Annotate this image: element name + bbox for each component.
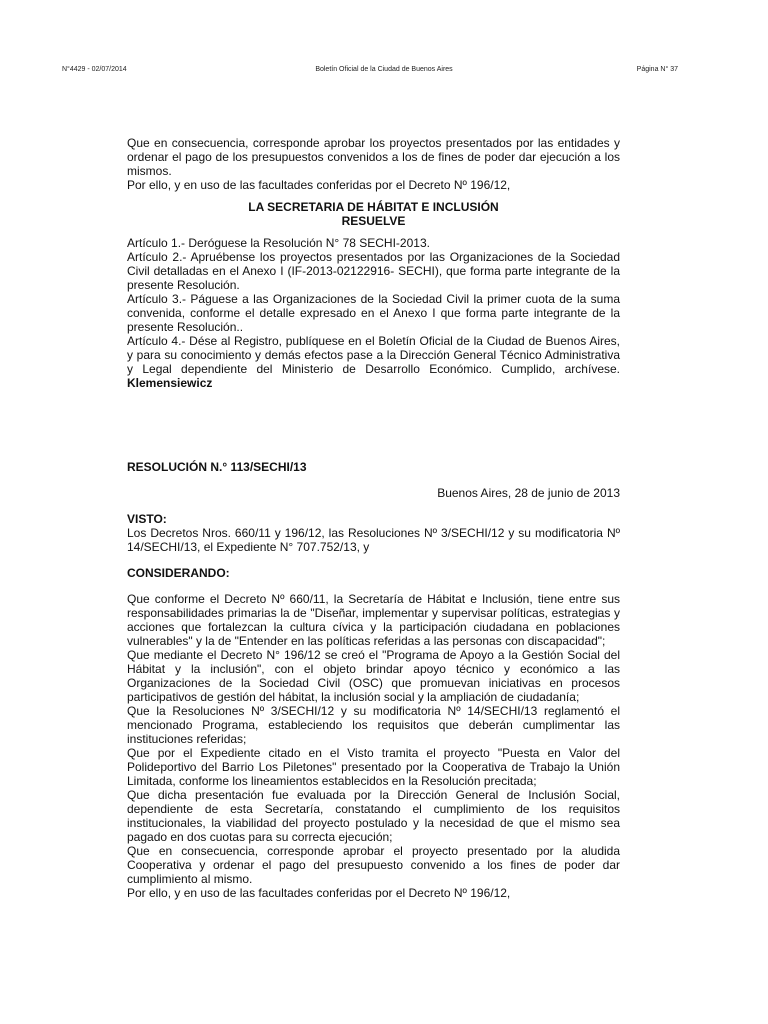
considerando-5: Que dicha presentación fue evaluada por la Dirección General de Inclusión Social, dependiente de esta Secretaría, constatando el cumplimiento de los requisitos institucionales, la viabilidad del proyecto postulado y la necesidad de que el mismo sea pagado en dos cuotas para su correcta ejecución; bbox=[127, 788, 620, 844]
considerando-4: Que por el Expediente citado en el Visto tramita el proyecto "Puesta en Valor del Polideportivo del Barrio Los Piletones" presentado por la Cooperativa de Trabajo la Unión Limitada, conforme los lineamientos establecidos en la Resolución precitada; bbox=[127, 746, 620, 788]
paragraph-por-ello: Por ello, y en uso de las facultades conferidas por el Decreto Nº 196/12, bbox=[127, 178, 511, 192]
considerando-1: Que conforme el Decreto Nº 660/11, la Secretaría de Hábitat e Inclusión, tiene entre sus responsabilidades primarias la de "Diseñar, implementar y supervisar políticas, estrategias y acciones que fortalezcan la cultura cívica y la participación ciudadana en poblaciones vulnerables" y la de "Entender en las políticas referidas a las personas con discapacidad"; bbox=[127, 592, 620, 648]
secretaria-title: LA SECRETARIA DE HÁBITAT E INCLUSIÓN bbox=[248, 200, 499, 214]
visto-heading: VISTO: bbox=[127, 512, 167, 526]
article-2: Artículo 2.- Apruébense los proyectos presentados por las Organizaciones de la Sociedad Civil detalladas en el Anexo I (IF-2013-02122916- SECHI), que forma parte integrante de la presente Resolución. bbox=[127, 250, 620, 292]
paragraph-consequence: Que en consecuencia, corresponde aprobar los proyectos presentados por las entidades y ordenar el pago de los presupuestos convenidos a los de fines de poder dar ejecución a los mismos. bbox=[127, 136, 620, 178]
resolution-title: RESOLUCIÓN N.° 113/SECHI/13 bbox=[127, 460, 307, 474]
considerando-2: Que mediante el Decreto N° 196/12 se creó el "Programa de Apoyo a la Gestión Social del Hábitat y la inclusión", con el objeto brindar apoyo técnico y económico a las Organizaciones de la Sociedad Civil (OSC) que promuevan iniciativas en procesos participativos de gestión del hábitat, la inclusión social y la ampliación de ciudadanía; bbox=[127, 648, 620, 704]
article-3: Artículo 3.- Páguese a las Organizaciones de la Sociedad Civil la primer cuota de la suma convenida, conforme el detalle expresado en el Anexo I que forma parte integrante de la presente Resolución.. bbox=[127, 292, 620, 334]
considerando-heading: CONSIDERANDO: bbox=[127, 566, 230, 580]
article-4-text: Artículo 4.- Dése al Registro, publíquese en el Boletín Oficial de la Ciudad de Buenos Aires, y para su conocimiento y demás efectos pase a la Dirección General Técnico Administrativa y Legal dependiente del Ministerio de Desarrollo Económico. Cumplido, archívese. bbox=[127, 334, 620, 376]
signature: Klemensiewicz bbox=[127, 376, 213, 390]
visto-text: Los Decretos Nros. 660/11 y 196/12, las Resoluciones Nº 3/SECHI/12 y su modificatoria Nº 14/SECHI/13, el Expediente N° 707.752/13, y bbox=[127, 526, 620, 554]
resolution-date: Buenos Aires, 28 de junio de 2013 bbox=[437, 486, 620, 500]
header-page-number: Página N° 37 bbox=[636, 66, 678, 73]
header-issue-date: N°4429 - 02/07/2014 bbox=[62, 66, 127, 73]
article-1: Artículo 1.- Deróguese la Resolución N° 78 SECHI-2013. bbox=[127, 236, 430, 250]
resuelve-title: RESUELVE bbox=[341, 214, 406, 228]
article-4 bbox=[127, 334, 620, 390]
considerando-7: Por ello, y en uso de las facultades conferidas por el Decreto Nº 196/12, bbox=[127, 886, 511, 900]
document-body bbox=[127, 136, 620, 900]
considerando-6: Que en consecuencia, corresponde aprobar el proyecto presentado por la aludida Cooperativa y ordenar el pago del presupuesto convenido a los fines de poder dar cumplimiento al mismo. bbox=[127, 844, 620, 886]
header-publication-title: Boletín Oficial de la Ciudad de Buenos Aires bbox=[315, 66, 453, 73]
considerando-3: Que la Resoluciones Nº 3/SECHI/12 y su modificatoria Nº 14/SECHI/13 reglamentó el mencionado Programa, estableciendo los requisitos que deberán cumplimentar las instituciones referidas; bbox=[127, 704, 620, 746]
